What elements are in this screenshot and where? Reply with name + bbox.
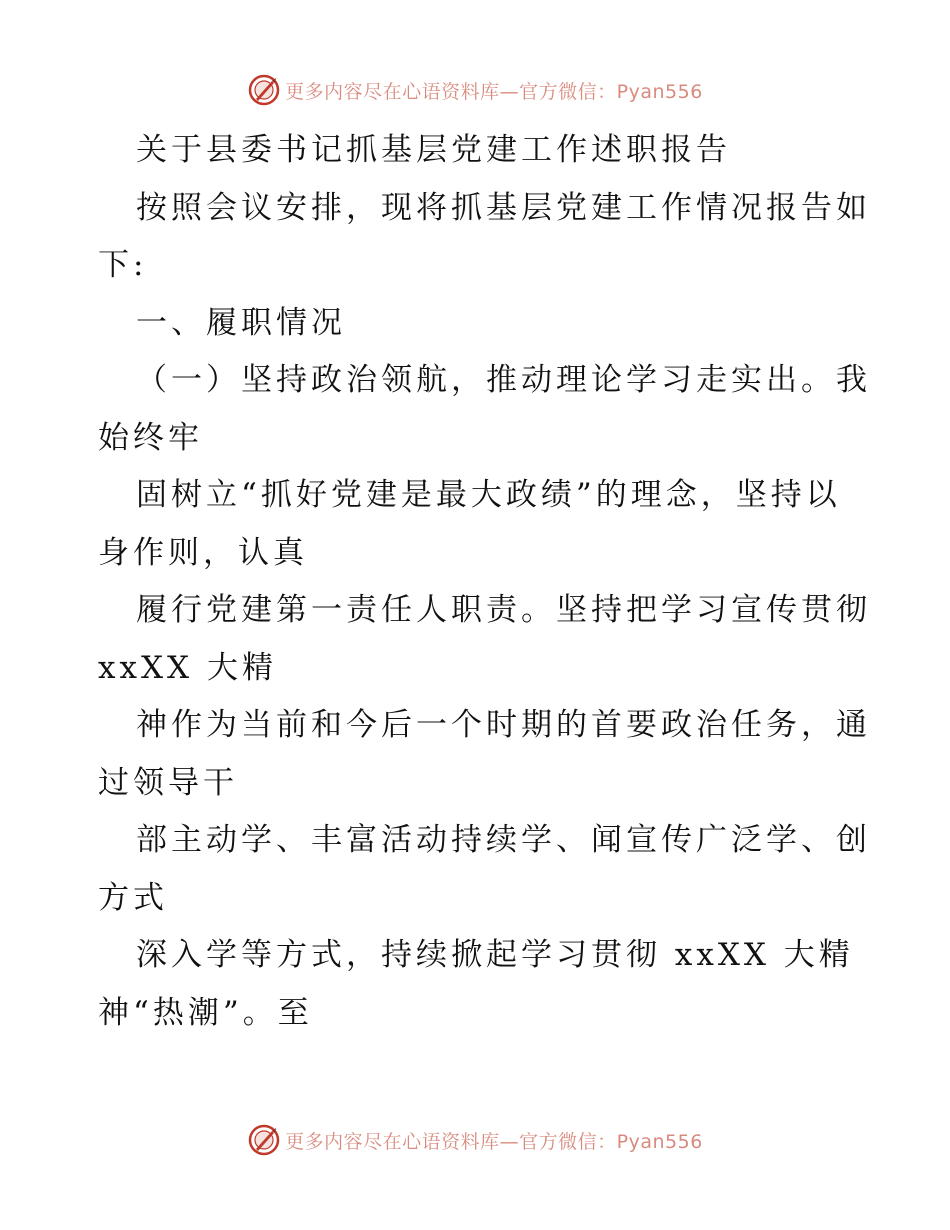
- paragraph-line: 下:: [98, 247, 148, 283]
- watermark-text: 更多内容尽在心语资料库—官方微信：Pyan556: [285, 1130, 703, 1153]
- paragraph-line: 固树立“抓好党建是最大政绩”的理念，坚持以: [136, 477, 841, 513]
- paragraph-line: 方式: [98, 879, 168, 916]
- quill-logo-icon: [247, 73, 281, 107]
- paragraph-line: xxXX 大精: [98, 649, 277, 686]
- paragraph-line: 深入学等方式，持续掀起学习贯彻 xxXX 大精: [136, 937, 854, 973]
- paragraph-line: 履行党建第一责任人职责。坚持把学习宣传贯彻: [136, 592, 871, 628]
- quill-logo-icon: [247, 1123, 281, 1157]
- paragraph-line: 神作为当前和今后一个时期的首要政治任务，通: [136, 707, 871, 743]
- paragraph-line: 始终牢: [98, 419, 203, 456]
- paragraph-line: 部主动学、丰富活动持续学、闻宣传广泛学、创: [136, 822, 871, 858]
- footer-watermark: [0, 1120, 950, 1160]
- header-watermark: [0, 70, 950, 110]
- document-title: 关于县委书记抓基层党建工作述职报告: [136, 132, 731, 168]
- section-heading: 一、履职情况: [136, 304, 346, 341]
- watermark-text: 更多内容尽在心语资料库—官方微信：Pyan556: [285, 80, 703, 103]
- paragraph-line: 身作则，认真: [98, 534, 308, 571]
- document-body: [98, 122, 871, 1042]
- paragraph-line: 神“热潮”。至: [98, 994, 313, 1031]
- paragraph-line: 过领导干: [98, 764, 238, 801]
- paragraph-line: （一）坚持政治领航，推动理论学习走实出。我: [136, 362, 871, 398]
- paragraph-line: 按照会议安排，现将抓基层党建工作情况报告如: [136, 189, 871, 226]
